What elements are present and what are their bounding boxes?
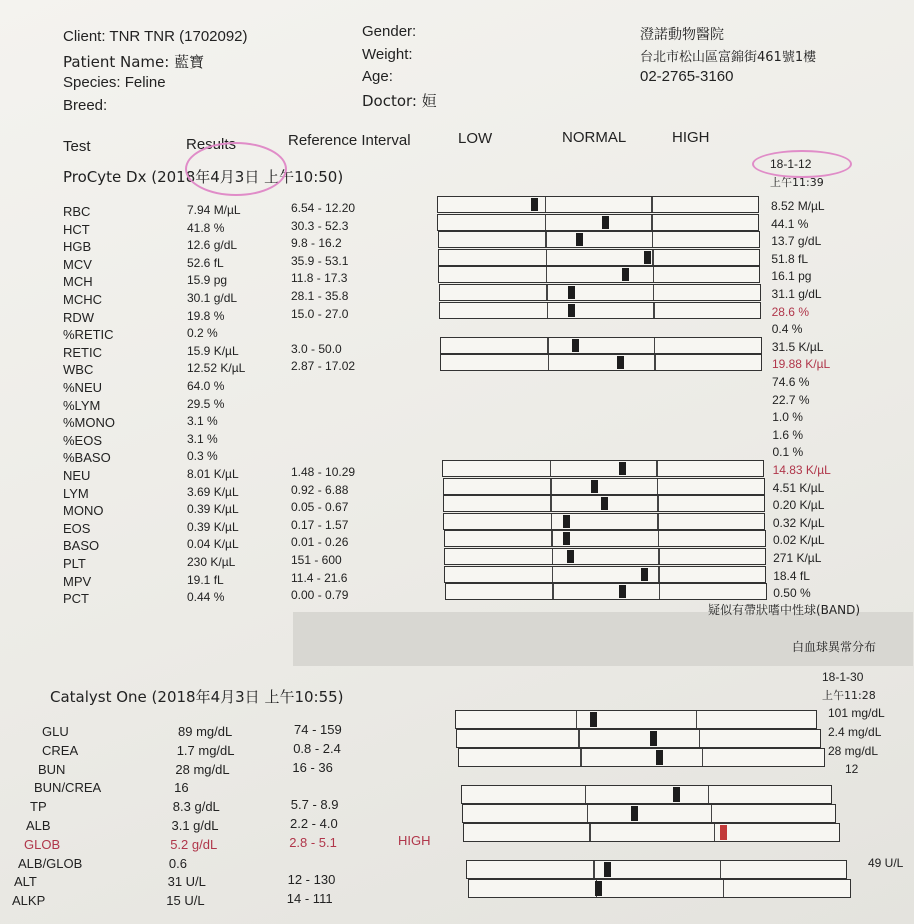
reference-range: 0.92 - 6.88: [291, 482, 349, 497]
bar-divider: [585, 786, 587, 803]
bar-divider: [546, 250, 548, 265]
bar-divider: [702, 749, 704, 766]
bar-divider: [589, 824, 591, 841]
species-line: Species: Feline: [63, 74, 166, 91]
result-marker: [531, 198, 538, 211]
test-name: MPV: [63, 573, 92, 589]
col-low: LOW: [458, 130, 493, 147]
reference-range: 0.00 - 0.79: [291, 588, 349, 603]
bar-divider: [656, 461, 658, 476]
reference-range: 14 - 111: [286, 891, 333, 907]
result-value: 15.9 K/µL: [187, 343, 239, 358]
result-value: 5.2 g/dL: [170, 836, 218, 852]
previous-value: 1.0 %: [772, 410, 803, 425]
reference-range: 12 - 130: [287, 872, 336, 888]
previous-value: 44.1 %: [771, 216, 809, 231]
previous-value: 0.32 K/µL: [772, 515, 825, 530]
reference-range: 11.8 - 17.3: [291, 271, 348, 286]
test-name: %RETIC: [63, 327, 114, 343]
result-marker: [604, 862, 611, 877]
bar-divider: [658, 531, 660, 546]
range-bar: [443, 513, 765, 530]
bar-divider: [657, 496, 659, 511]
test-name: RBC: [63, 204, 91, 219]
reference-range: 35.9 - 53.1: [291, 253, 349, 268]
previous-value: 0.1 %: [772, 445, 804, 460]
bar-divider: [653, 267, 655, 282]
result-marker: [572, 339, 579, 352]
doctor-line: Doctor: 姮: [362, 92, 437, 110]
result-value: 0.6: [168, 855, 187, 871]
result-value: 15.9 pg: [187, 273, 228, 288]
bar-divider: [652, 232, 654, 247]
reference-range: 16 - 36: [292, 759, 333, 775]
weight-line: Weight:: [362, 46, 413, 63]
result-marker: [641, 568, 648, 581]
range-bar: [439, 302, 761, 319]
previous-value: 49 U/L: [868, 856, 904, 871]
bar-divider: [552, 584, 554, 599]
catalyst-prev-time: 上午11:28: [822, 689, 876, 702]
bar-divider: [546, 285, 548, 300]
result-value: 0.04 K/µL: [187, 537, 239, 552]
bar-divider: [657, 514, 659, 529]
bar-divider: [551, 514, 553, 529]
bar-divider: [652, 250, 654, 265]
reference-range: 0.8 - 2.4: [293, 740, 341, 756]
bar-divider: [696, 711, 698, 728]
result-value: 64.0 %: [187, 379, 225, 393]
test-name: GLOB: [24, 836, 61, 852]
clinic-address: 台北市松山區富錦街461號1樓: [640, 50, 817, 65]
range-bar: [443, 478, 765, 495]
reference-range: 2.2 - 4.0: [290, 816, 338, 831]
bar-divider: [657, 479, 659, 494]
reference-range: 11.4 - 21.6: [291, 570, 348, 585]
result-value: 230 K/µL: [187, 555, 236, 569]
bar-divider: [578, 730, 580, 747]
reference-range: 15.0 - 27.0: [291, 306, 349, 321]
col-test: Test: [63, 138, 91, 155]
range-bar: [443, 495, 765, 512]
result-marker: [563, 515, 570, 528]
range-bar: [440, 337, 762, 354]
range-bar: [438, 249, 760, 266]
result-value: 0.3 %: [187, 449, 218, 464]
reference-range: 6.54 - 12.20: [291, 201, 356, 215]
previous-value: 101 mg/dL: [828, 706, 885, 720]
result-value: 0.39 K/µL: [187, 519, 239, 534]
catalyst-prev-date: 18-1-30: [822, 670, 864, 684]
previous-value: 51.8 fL: [771, 251, 809, 266]
result-marker: [601, 497, 608, 510]
result-value: 16: [174, 780, 189, 796]
previous-value: 16.1 pg: [771, 269, 812, 284]
clinic-name: 澄諾動物醫院: [640, 27, 724, 43]
range-bar: [444, 530, 766, 547]
test-name: NEU: [63, 468, 91, 483]
test-name: BUN/CREA: [34, 780, 102, 796]
bar-divider: [545, 215, 547, 230]
previous-value: 28 mg/dL: [828, 743, 879, 758]
test-name: EOS: [63, 520, 91, 536]
range-bar: [455, 710, 817, 729]
reference-range: 3.0 - 50.0: [291, 341, 342, 356]
bar-divider: [658, 549, 660, 564]
previous-value: 271 K/µL: [773, 551, 822, 565]
result-value: 1.7 mg/dL: [176, 742, 235, 758]
reference-range: 30.3 - 52.3: [291, 218, 349, 233]
col-normal: NORMAL: [562, 129, 627, 146]
procyte-title: ProCyte Dx (2018年4月3日 上午10:50): [63, 168, 344, 186]
bar-divider: [545, 232, 547, 247]
bar-divider: [547, 303, 549, 318]
result-value: 19.8 %: [187, 308, 225, 323]
bar-divider: [550, 461, 552, 476]
previous-value: 13.7 g/dL: [771, 234, 822, 249]
test-name: TP: [30, 799, 47, 815]
col-high: HIGH: [672, 129, 710, 146]
test-name: PLT: [63, 556, 86, 571]
range-bar: [445, 583, 767, 600]
breed-line: Breed:: [63, 97, 108, 114]
bar-divider: [548, 355, 550, 370]
result-value: 3.1 %: [187, 414, 218, 429]
client-line: Client: TNR TNR (1702092): [63, 28, 248, 45]
reference-range: 5.7 - 8.9: [290, 797, 339, 813]
result-marker: [631, 806, 638, 821]
reference-range: 2.87 - 17.02: [291, 359, 356, 374]
test-name: HCT: [63, 221, 90, 237]
high-flag: HIGH: [398, 832, 431, 848]
reference-range: 28.1 - 35.8: [291, 289, 349, 303]
result-marker: [568, 286, 575, 299]
bar-divider: [699, 730, 701, 747]
result-value: 19.1 fL: [187, 572, 224, 587]
result-value: 0.2 %: [187, 326, 218, 341]
result-value: 8.3 g/dL: [172, 799, 220, 815]
result-marker: [673, 787, 680, 802]
test-name: MONO: [63, 503, 104, 519]
bar-divider: [659, 584, 661, 599]
result-marker: [563, 532, 570, 545]
result-value: 12.52 K/µL: [187, 361, 246, 376]
previous-value: 4.51 K/µL: [772, 480, 825, 495]
bar-divider: [546, 267, 548, 282]
result-value: 7.94 M/µL: [187, 203, 241, 217]
previous-value: 0.4 %: [771, 322, 803, 337]
result-value: 8.01 K/µL: [187, 467, 239, 481]
test-name: LYM: [63, 485, 89, 501]
bar-divider: [547, 338, 549, 353]
result-value: 52.6 fL: [187, 255, 224, 270]
bar-divider: [593, 861, 595, 878]
gender-line: Gender:: [362, 23, 417, 40]
bar-divider: [551, 531, 553, 546]
reference-range: 1.48 - 10.29: [291, 465, 356, 479]
result-value: 29.5 %: [187, 396, 225, 411]
result-value: 0.39 K/µL: [187, 502, 239, 517]
catalyst-title: Catalyst One (2018年4月3日 上午10:55): [50, 688, 344, 706]
test-name: %NEU: [63, 380, 103, 395]
test-name: %BASO: [63, 450, 111, 466]
test-name: BASO: [63, 538, 100, 554]
bar-divider: [708, 786, 710, 803]
range-bar: [442, 460, 764, 477]
previous-value: 0.50 %: [773, 586, 811, 601]
result-value: 15 U/L: [166, 893, 205, 909]
result-marker: [619, 462, 626, 475]
result-marker: [595, 881, 602, 896]
previous-value: 22.7 %: [772, 392, 810, 407]
previous-value: 18.4 fL: [773, 568, 810, 583]
test-name: ALKP: [12, 893, 46, 909]
previous-value: 12: [845, 762, 859, 777]
previous-value: 74.6 %: [772, 375, 810, 389]
range-bar: [437, 214, 759, 231]
result-marker: [619, 585, 626, 598]
range-bar: [438, 266, 760, 283]
result-marker: [650, 731, 657, 746]
reference-range: 0.05 - 0.67: [291, 500, 349, 515]
previous-value: 19.88 K/µL: [771, 357, 831, 372]
result-marker: [568, 304, 575, 317]
bar-divider: [576, 711, 578, 728]
test-name: ALB: [26, 818, 51, 833]
clinic-phone: 02-2765-3160: [640, 68, 734, 85]
result-marker: [644, 251, 651, 264]
test-name: BUN: [38, 761, 66, 777]
bar-divider: [653, 285, 655, 300]
range-bar: [463, 823, 839, 842]
previous-value: 8.52 M/µL: [771, 199, 825, 213]
reference-range: 74 - 159: [294, 722, 342, 737]
result-marker: [576, 233, 583, 246]
bar-divider: [711, 805, 713, 822]
previous-value: 2.4 mg/dL: [828, 724, 882, 739]
bar-divider: [720, 861, 722, 878]
previous-value: 1.6 %: [772, 427, 804, 442]
bar-divider: [653, 303, 655, 318]
test-name: MCHC: [63, 292, 102, 307]
result-value: 3.69 K/µL: [187, 484, 239, 499]
bar-divider: [658, 567, 660, 582]
reference-range: 0.01 - 0.26: [291, 535, 349, 550]
reference-range: 2.8 - 5.1: [289, 834, 337, 850]
previous-value: 28.6 %: [771, 304, 809, 319]
result-marker: [567, 550, 574, 563]
test-name: ALB/GLOB: [18, 855, 83, 871]
result-marker: [720, 825, 727, 840]
bar-divider: [651, 197, 653, 212]
bar-divider: [654, 355, 656, 370]
range-bar: [444, 548, 766, 565]
bar-divider: [545, 197, 547, 212]
note-band: 疑似有帶狀嗜中性球(BAND): [708, 603, 861, 617]
bar-divider: [714, 824, 716, 841]
patient-line: Patient Name: 藍寶: [63, 53, 205, 71]
result-value: 31 U/L: [167, 874, 206, 890]
range-bar: [444, 566, 766, 583]
procyte-prev-date: 18-1-12: [770, 157, 812, 171]
bar-divider: [654, 338, 656, 353]
result-value: 89 mg/dL: [178, 724, 233, 739]
reference-range: 151 - 600: [291, 553, 342, 567]
result-value: 3.1 %: [187, 431, 218, 446]
range-bar: [468, 879, 852, 898]
range-bar: [462, 804, 836, 823]
bar-divider: [723, 880, 725, 897]
previous-value: 14.83 K/µL: [772, 463, 831, 477]
test-name: PCT: [63, 591, 89, 607]
test-name: WBC: [63, 362, 94, 378]
test-name: %MONO: [63, 415, 115, 431]
range-bar: [440, 354, 762, 371]
result-marker: [602, 216, 609, 229]
date-circle-annotation: [185, 142, 287, 196]
range-bar: [458, 748, 825, 767]
range-bar: [461, 785, 833, 804]
test-name: MCH: [63, 274, 93, 290]
result-value: 0.44 %: [187, 590, 225, 605]
bar-divider: [651, 215, 653, 230]
procyte-prev-time: 上午11:39: [770, 176, 824, 189]
reference-range: 0.17 - 1.57: [291, 517, 349, 532]
reference-range: 9.8 - 16.2: [291, 236, 342, 251]
prev-date-circle-annotation: [752, 150, 852, 178]
test-name: RETIC: [63, 344, 102, 360]
result-value: 28 mg/dL: [175, 761, 230, 777]
test-name: %LYM: [63, 397, 101, 413]
result-marker: [656, 750, 663, 765]
bar-divider: [580, 749, 582, 766]
result-value: 3.1 g/dL: [171, 818, 219, 833]
result-marker: [617, 356, 624, 369]
result-marker: [591, 480, 598, 493]
range-bar: [466, 860, 847, 879]
result-value: 12.6 g/dL: [187, 238, 238, 253]
result-marker: [590, 712, 597, 727]
test-name: RDW: [63, 309, 95, 325]
range-bar: [456, 729, 820, 748]
range-bar: [438, 231, 760, 248]
test-name: MCV: [63, 256, 92, 272]
previous-value: 31.5 K/µL: [771, 339, 824, 354]
bar-divider: [550, 496, 552, 511]
range-bar: [439, 284, 761, 301]
bar-divider: [587, 805, 589, 822]
result-value: 30.1 g/dL: [187, 291, 238, 305]
bar-divider: [550, 479, 552, 494]
test-name: HGB: [63, 239, 92, 255]
previous-value: 31.1 g/dL: [771, 287, 822, 301]
result-marker: [622, 268, 629, 281]
result-value: 41.8 %: [187, 220, 225, 235]
age-line: Age:: [362, 68, 393, 85]
range-bar: [437, 196, 759, 213]
col-reference: Reference Interval: [288, 132, 411, 149]
previous-value: 0.02 K/µL: [772, 533, 825, 548]
bar-divider: [552, 567, 554, 582]
test-name: ALT: [14, 874, 37, 890]
test-name: %EOS: [63, 432, 103, 448]
note-wbc-distribution: 白血球異常分布: [792, 640, 877, 654]
test-name: GLU: [42, 724, 69, 739]
col-results: Results: [186, 136, 237, 153]
previous-value: 0.20 K/µL: [772, 498, 825, 513]
bar-divider: [552, 549, 554, 564]
test-name: CREA: [42, 742, 79, 758]
